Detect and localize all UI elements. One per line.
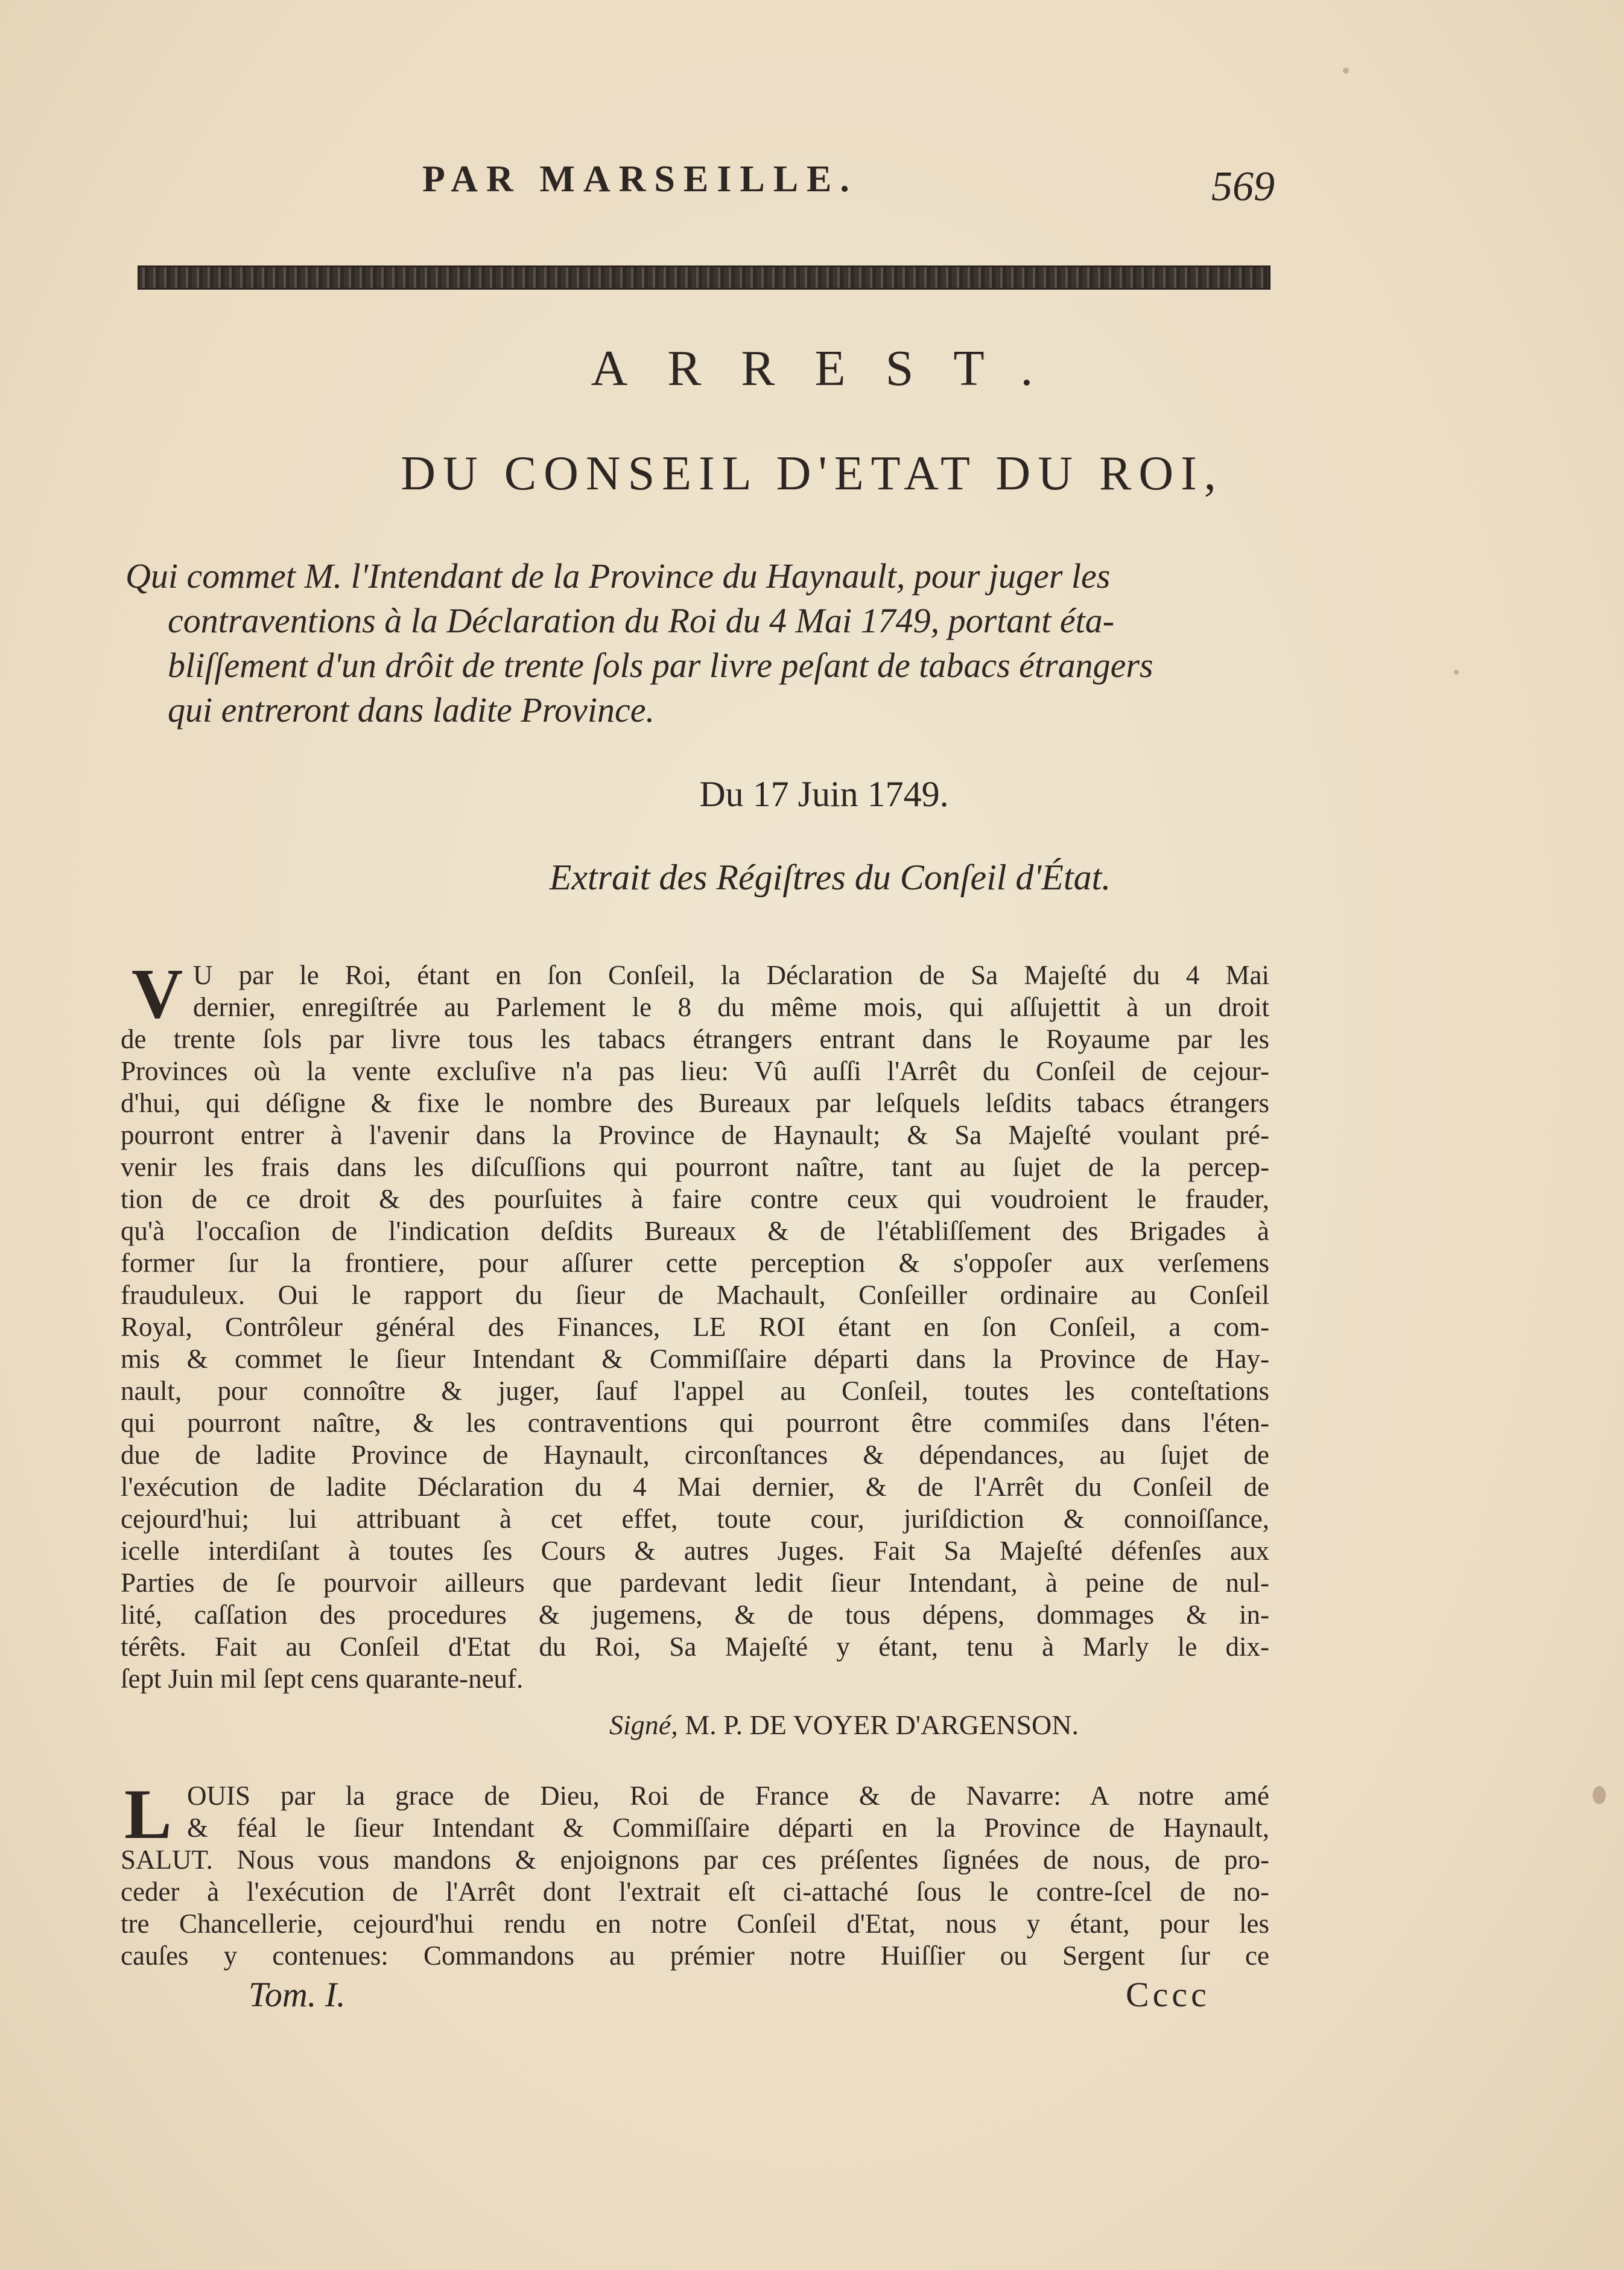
text-line: Provinces où la vente excluſive n'a pas lieu: Vû auſſi l'Arrêt du Conſeil de cejour-	[121, 1056, 1269, 1086]
text-line: Royal, Contrôleur général des Finances, LE ROI étant en ſon Conſeil, a com-	[121, 1312, 1269, 1342]
text-line: cauſes y contenues: Commandons au prémier notre Huiſſier ou Sergent ſur ce	[121, 1941, 1269, 1971]
text-line: due de ladite Province de Haynault, circonſtances & dépendances, au ſujet de	[121, 1440, 1269, 1470]
signature-signe: Signé,	[609, 1709, 678, 1740]
text-line: nault, pour connoître & juger, ſauf l'appel au Conſeil, toutes les conteſtations	[121, 1376, 1269, 1406]
text-line: tion de ce droit & des pourſuites à faire contre ceux qui voudroient le frauder,	[121, 1184, 1269, 1214]
title-conseil: DU CONSEIL D'ETAT DU ROI,	[401, 447, 1223, 500]
stain-mark	[1454, 670, 1459, 675]
text-line: d'hui, qui déſigne & fixe le nombre des Bureaux par leſquels leſdits tabacs étrangers	[121, 1088, 1269, 1118]
text-line: qu'à l'occaſion de l'indication deſdits Bureaux & de l'établiſſement des Brigades à	[121, 1216, 1269, 1246]
paragraph-arret	[121, 954, 1269, 1695]
volume-label: Tom. I.	[249, 1975, 346, 2014]
summary-line: qui entreront dans ladite Province.	[168, 690, 655, 730]
text-line: cejourd'hui; lui attribuant à cet effet, toute cour, juriſdiction & connoiſſance,	[121, 1504, 1269, 1534]
text-line: frauduleux. Oui le rapport du ſieur de Machault, Conſeiller ordinaire au Conſeil	[121, 1280, 1269, 1310]
text-line: ceder à l'exécution de l'Arrêt dont l'extrait eſt ci-attaché ſous le contre-ſcel de no-	[121, 1877, 1269, 1907]
stain-mark	[1343, 68, 1349, 74]
text-line: SALUT. Nous vous mandons & enjoignons par ces préſentes ſignées de nous, de pro-	[121, 1845, 1269, 1875]
drop-cap: L	[124, 1775, 172, 1854]
ornamental-rule	[138, 265, 1270, 290]
text-line: OUIS par la grace de Dieu, Roi de France & de Navarre: A notre amé	[187, 1781, 1269, 1811]
text-line: venir les frais dans les diſcuſſions qui pourront naître, tant au ſujet de la percep-	[121, 1152, 1269, 1182]
text-line: & féal le ſieur Intendant & Commiſſaire départi en la Province de Haynault,	[187, 1813, 1269, 1843]
text-line: dernier, enregiſtrée au Parlement le 8 du même mois, qui aſſujettit à un droit	[193, 992, 1269, 1022]
summary-line: Qui commet M. l'Intendant de la Province du Haynault, pour juger les	[125, 556, 1111, 596]
summary-line: bliſſement d'un drôit de trente ſols par livre peſant de tabacs étrangers	[168, 646, 1153, 685]
text-line: térêts. Fait au Conſeil d'Etat du Roi, Sa Majeſté y étant, tenu à Marly le dix-	[121, 1632, 1269, 1662]
stain-mark	[1593, 1786, 1606, 1804]
text-line: l'exécution de ladite Déclaration du 4 Mai dernier, & de l'Arrêt du Conſeil de	[121, 1472, 1269, 1502]
summary-line: contraventions à la Déclaration du Roi du 4 Mai 1749, portant éta-	[168, 601, 1115, 640]
text-line: tre Chancellerie, cejourd'hui rendu en notre Conſeil d'Etat, nous y étant, pour les	[121, 1909, 1269, 1939]
drop-cap: V	[132, 954, 183, 1033]
text-line: icelle interdiſant à toutes ſes Cours & autres Juges. Fait Sa Majeſté défenſes aux	[121, 1536, 1269, 1566]
summary	[125, 554, 1278, 733]
signature-mark: Cccc	[1126, 1975, 1210, 2014]
text-line: lité, caſſation des procedures & jugemens, & de tous dépens, dommages & in-	[121, 1600, 1269, 1630]
text-line: mis & commet le ſieur Intendant & Commiſſaire départi dans la Province de Hay-	[121, 1344, 1269, 1374]
title-arrest: ARREST.	[591, 340, 1073, 396]
text-line: ſept Juin mil ſept cens quarante-neuf.	[121, 1664, 524, 1694]
signature-name: M. P. DE VOYER D'ARGENSON.	[685, 1709, 1079, 1740]
page-number: 569	[1211, 164, 1275, 210]
text-line: qui pourront naître, & les contraventions qui pourront être commiſes dans l'éten-	[121, 1408, 1269, 1438]
extract-heading: Extrait des Régiſtres du Conſeil d'État.	[549, 857, 1111, 897]
signature-line	[609, 1709, 1079, 1741]
text-line: U par le Roi, étant en ſon Conſeil, la Déclaration de Sa Majeſté du 4 Mai	[193, 960, 1269, 990]
running-head: PAR MARSEILLE.	[422, 159, 858, 200]
text-line: Parties de ſe pourvoir ailleurs que pardevant ledit ſieur Intendant, à peine de nul-	[121, 1568, 1269, 1598]
text-line: former ſur la frontiere, pour aſſurer cette perception & s'oppoſer aux verſemens	[121, 1248, 1269, 1278]
text-line: de trente ſols par livre tous les tabacs étrangers entrant dans le Royaume par les	[121, 1024, 1269, 1054]
paragraph-louis	[121, 1775, 1269, 1972]
text-line: pourront entrer à l'avenir dans la Province de Haynault; & Sa Majeſté voulant pré-	[121, 1120, 1269, 1150]
date: Du 17 Juin 1749.	[699, 774, 949, 814]
